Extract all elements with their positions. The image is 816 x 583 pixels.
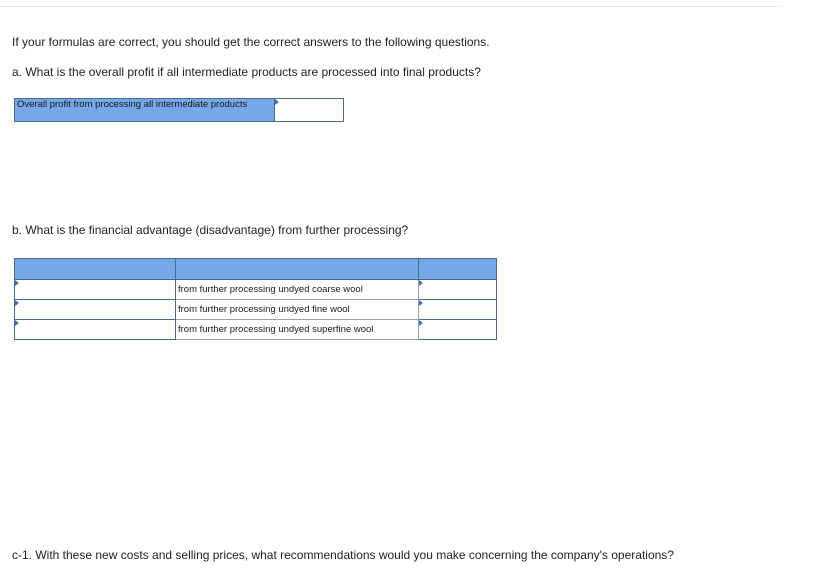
coarse-wool-amount-cell[interactable] <box>419 280 497 300</box>
header-cell <box>176 259 419 280</box>
question-c1-prompt: c-1. With these new costs and selling prices, what recommendations would you make concerning the company's operations? <box>12 548 674 562</box>
superfine-wool-amount-cell[interactable] <box>419 320 497 340</box>
coarse-wool-selection-input[interactable] <box>15 280 175 299</box>
coarse-wool-selection-cell[interactable] <box>15 280 176 300</box>
table-row <box>15 300 497 320</box>
fine-wool-amount-input[interactable] <box>419 300 496 319</box>
coarse-wool-label: from further processing undyed coarse wool <box>176 280 419 300</box>
fine-wool-label: from further processing undyed fine wool <box>176 300 419 320</box>
superfine-wool-selection-cell[interactable] <box>15 320 176 340</box>
header-cell <box>419 259 497 280</box>
fine-wool-selection-input[interactable] <box>15 300 175 319</box>
header-cell <box>15 259 176 280</box>
fine-wool-amount-cell[interactable] <box>419 300 497 320</box>
overall-profit-input[interactable] <box>275 99 343 121</box>
table-row <box>15 280 497 300</box>
coarse-wool-amount-input[interactable] <box>419 280 496 299</box>
superfine-wool-label: from further processing undyed superfine wool <box>176 320 419 340</box>
question-b-prompt: b. What is the financial advantage (disadvantage) from further processing? <box>12 223 409 237</box>
overall-profit-label: Overall profit from processing all intermediate products <box>15 99 275 122</box>
superfine-wool-amount-input[interactable] <box>419 320 496 339</box>
table-header-row <box>15 259 497 280</box>
question-b-table <box>14 258 497 340</box>
question-a-table <box>14 98 344 122</box>
question-a-prompt: a. What is the overall profit if all intermediate products are processed into final products? <box>12 65 481 79</box>
top-divider <box>0 6 780 7</box>
fine-wool-selection-cell[interactable] <box>15 300 176 320</box>
table-row <box>15 99 344 122</box>
superfine-wool-selection-input[interactable] <box>15 320 175 339</box>
instructions-text: If your formulas are correct, you should get the correct answers to the following questions. <box>12 35 490 49</box>
table-row <box>15 320 497 340</box>
overall-profit-cell[interactable] <box>275 99 344 122</box>
